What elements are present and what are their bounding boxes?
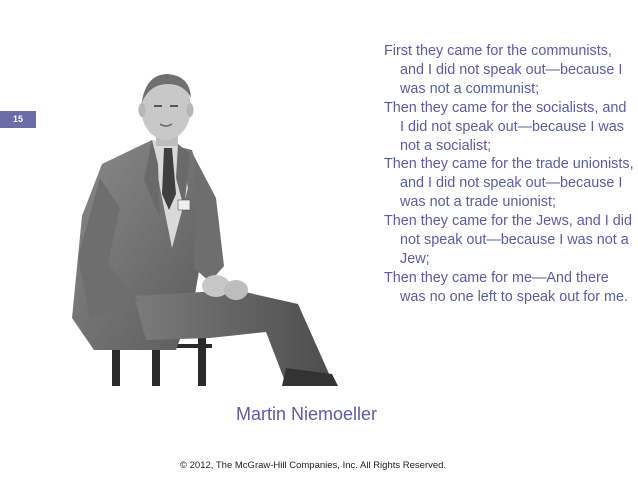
poem-stanza: Then they came for me—And there was no one left to speak out for me. <box>384 269 628 305</box>
author-name: Martin Niemoeller <box>236 404 378 424</box>
slide-number-badge: 15 <box>0 111 36 128</box>
poem-stanza: First they came for the communists, and I did not speak out—because I was not a communist; <box>384 43 623 97</box>
poem-stanza: Then they came for the Jews, and I did not speak out—because I was not a Jew; <box>384 213 632 267</box>
portrait-photo <box>60 68 360 386</box>
poem-stanza: Then they came for the socialists, and I did not speak out—because I was not a socialist; <box>384 99 627 154</box>
poem-stanza: Then they came for the trade unionists, and I did not speak out—because I was not a trade unionist; <box>384 156 634 211</box>
poem <box>384 42 634 307</box>
copyright-notice: © 2012, The McGraw-Hill Companies, Inc. All Rights Reserved. <box>180 460 447 471</box>
